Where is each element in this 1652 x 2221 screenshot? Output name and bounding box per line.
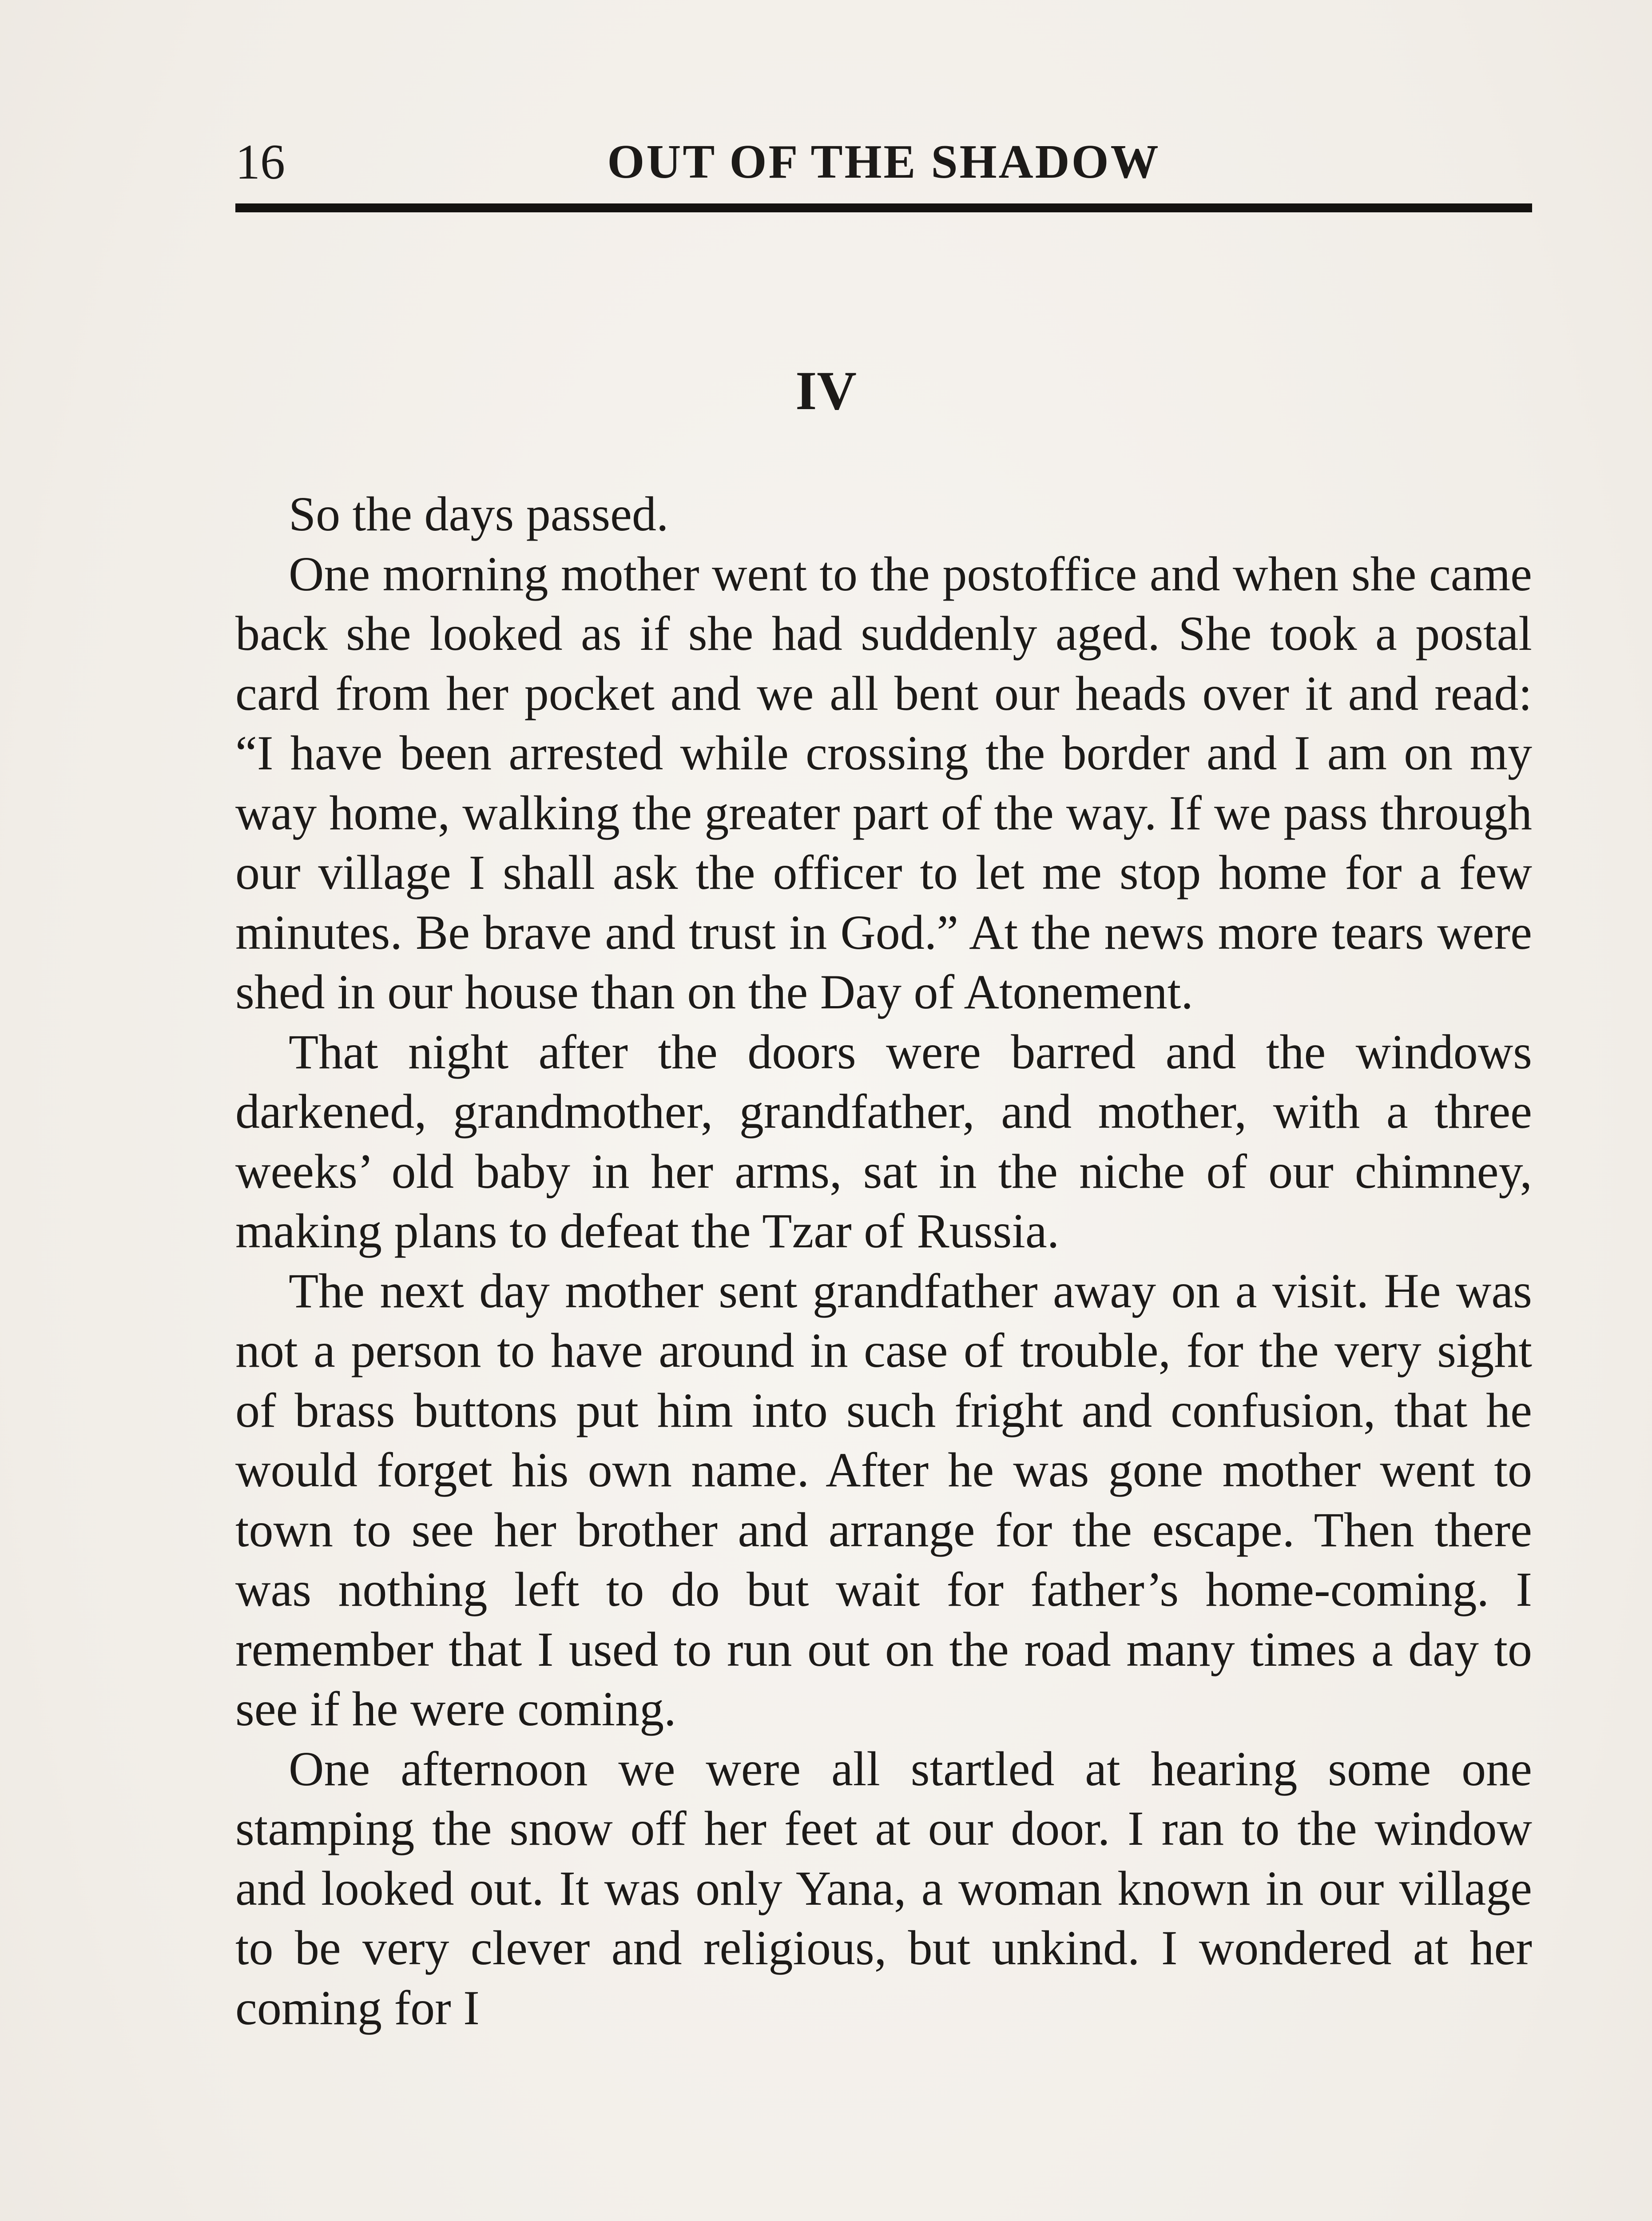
body-text xyxy=(235,484,1532,2038)
header-rule xyxy=(235,203,1532,212)
paragraph-1: So the days passed. xyxy=(289,487,669,541)
paragraph-5: One afternoon we were all startled at hearing some one stamping the snow off her feet at our door. I ran to the window and looked out. It was only Yana, a woman known in our village to be very clever and religious, but unkind. I wondered at her coming for I xyxy=(235,1741,1532,2035)
running-head xyxy=(235,129,1532,195)
chapter-number: IV xyxy=(795,360,857,421)
paragraph-4: The next day mother sent grandfather away on a visit. He was not a person to have around in case of trouble, for the very sight of brass buttons put him into such fright and confusion, that he would forget his own name. After he was gone mother went to town to see her brother and arrange for the escape. Then there was nothing left to do but wait for father’s home-coming. I remember that I used to run out on the road many times a day to see if he were coming. xyxy=(235,1263,1532,1736)
paragraph-3: That night after the doors were barred and the windows darkened, grandmother, grandfather, and mother, with a three weeks’ old baby in her arms, sat in the niche of our chimney, making plans to defeat the Tzar of Russia. xyxy=(235,1024,1532,1258)
page-number: 16 xyxy=(235,135,285,190)
running-title: OUT OF THE SHADOW xyxy=(607,135,1160,188)
paragraph-2: One morning mother went to the postoffice and when she came back she looked as if she had suddenly aged. She took a postal card from her pocket and we all bent our heads over it and read: “I have been arrested while crossing the border and I am on my way home, walking the greater part of the way. If we pass through our village I shall ask the officer to let me stop home for a few minutes. Be brave and trust in God.” At the news more tears were shed in our house than on the Day of Atonement. xyxy=(235,546,1532,1019)
